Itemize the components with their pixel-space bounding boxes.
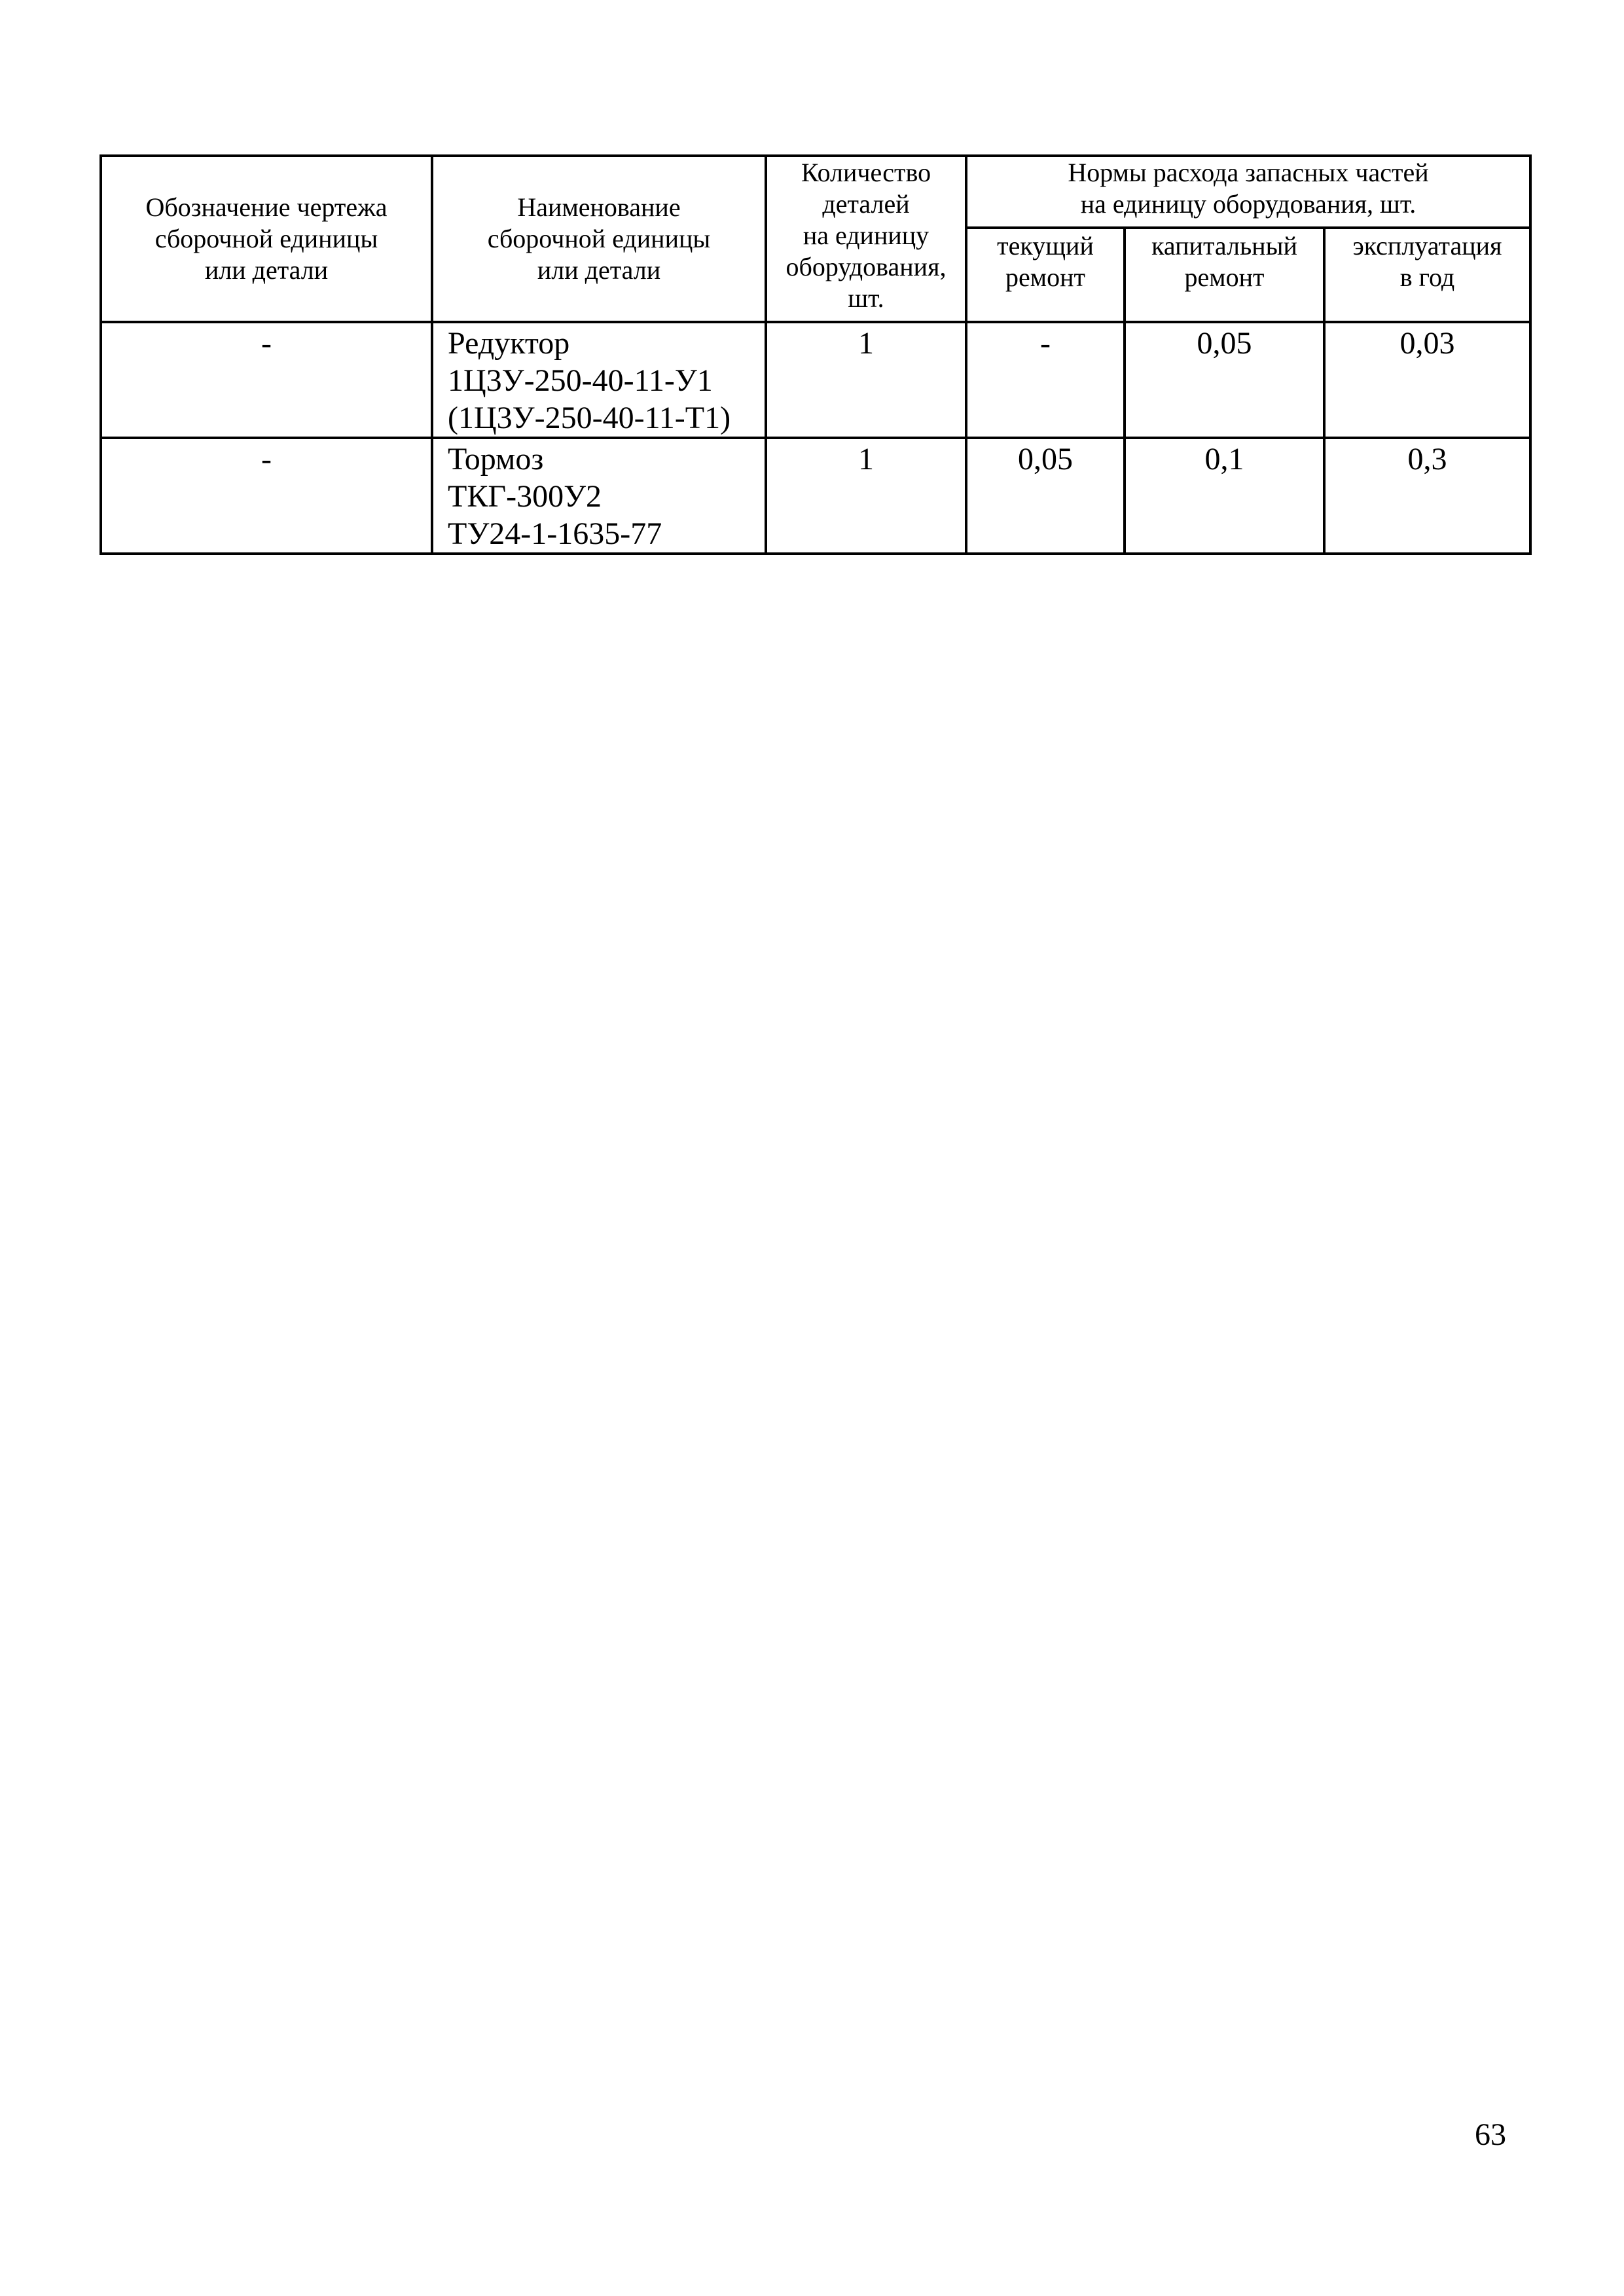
cell-quantity: 1 bbox=[766, 438, 966, 554]
cell-name: Тормоз ТКГ-300У2 ТУ24-1-1635-77 bbox=[432, 438, 766, 554]
page-number: 63 bbox=[1475, 2117, 1506, 2152]
header-norms: Нормы расхода запасных частей на единицу оборудования, шт. bbox=[966, 156, 1530, 228]
cell-current-repair: - bbox=[966, 322, 1125, 438]
cell-designation: - bbox=[101, 322, 432, 438]
header-current-repair: текущий ремонт bbox=[966, 228, 1125, 322]
spare-parts-table bbox=[99, 154, 1532, 555]
header-quantity: Количество деталей на единицу оборудования, шт. bbox=[766, 156, 966, 322]
cell-designation: - bbox=[101, 438, 432, 554]
header-operation-per-year: эксплуатация в год bbox=[1324, 228, 1530, 322]
cell-current-repair: 0,05 bbox=[966, 438, 1125, 554]
cell-capital-repair: 0,05 bbox=[1125, 322, 1324, 438]
table-row bbox=[101, 438, 1530, 554]
cell-operation-per-year: 0,3 bbox=[1324, 438, 1530, 554]
cell-operation-per-year: 0,03 bbox=[1324, 322, 1530, 438]
header-name: Наименование сборочной единицы или детали bbox=[432, 156, 766, 322]
cell-quantity: 1 bbox=[766, 322, 966, 438]
header-capital-repair: капитальный ремонт bbox=[1125, 228, 1324, 322]
header-designation: Обозначение чертежа сборочной единицы или детали bbox=[101, 156, 432, 322]
table-row bbox=[101, 322, 1530, 438]
cell-name: Редуктор 1Ц3У-250-40-11-У1 (1Ц3У-250-40-11-Т1) bbox=[432, 322, 766, 438]
header-row-top bbox=[101, 156, 1530, 228]
cell-capital-repair: 0,1 bbox=[1125, 438, 1324, 554]
